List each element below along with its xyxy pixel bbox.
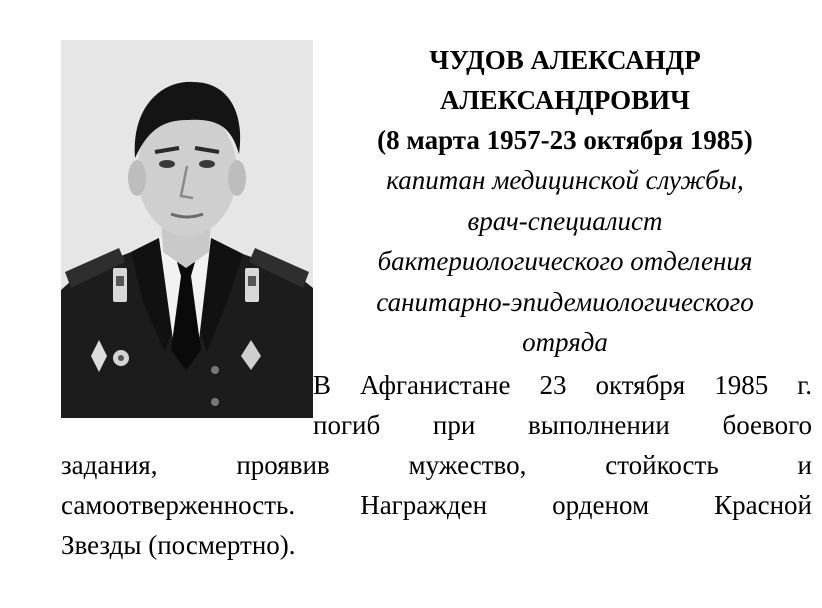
bio-line-5: Звезды (посмертно).: [61, 530, 296, 560]
position-line-3: бактериологического отделения: [377, 246, 753, 276]
position-line-2: врач-специалист: [467, 205, 663, 236]
position-line-4: санитарно-эпидемиологического: [376, 286, 754, 317]
life-dates: (8 марта 1957-23 октября 1985): [377, 125, 753, 155]
bio-line-3: задания, проявив мужество, стойкость и: [61, 450, 812, 480]
person-name-line-2: АЛЕКСАНДРОВИЧ: [440, 85, 690, 115]
portrait-photo: [61, 40, 313, 418]
header-block: [318, 40, 812, 363]
bio-line-1: В Афганистане 23 октября 1985 г.: [313, 370, 812, 400]
position-line-1: капитан медицинской службы,: [386, 165, 744, 195]
position-line-5: отряда: [522, 327, 608, 357]
bio-line-2: погиб при выполнении боевого: [313, 410, 812, 440]
portrait-illustration: [61, 40, 313, 418]
bio-line-4: самоотверженность. Награжден орденом Красной: [61, 490, 812, 520]
person-name-line-1: ЧУДОВ АЛЕКСАНДР: [429, 45, 701, 75]
